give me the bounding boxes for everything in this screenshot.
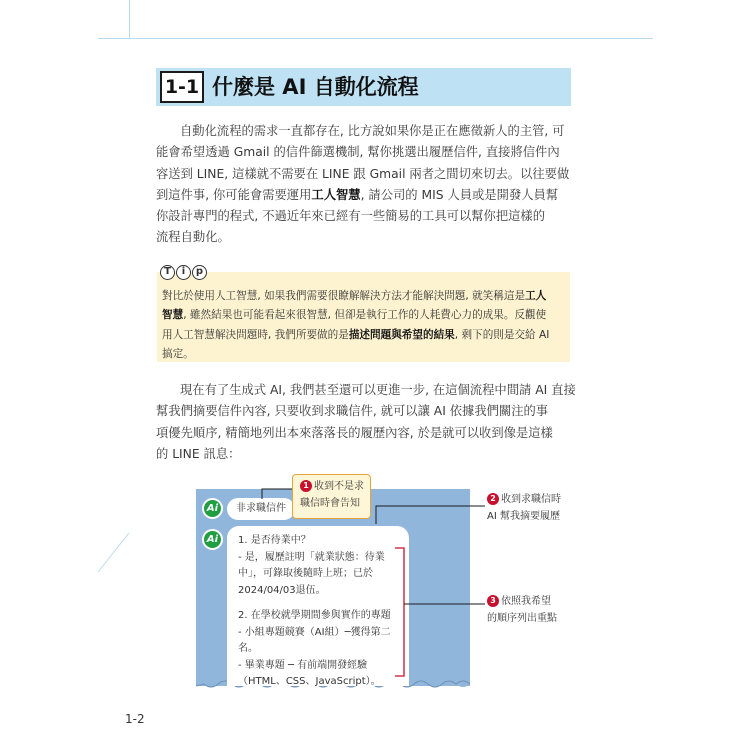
tip-line: 搞定。 — [162, 347, 194, 360]
tip-letter-t: T — [160, 265, 175, 280]
text-line: 的 LINE 訊息： — [156, 446, 241, 461]
text-line: 現在有了生成式 AI, 我們甚至還可以更進一步, 在這個流程中間請 AI 直接 — [180, 383, 576, 397]
summary-line: 名。 — [238, 643, 258, 654]
tip-letter-p: p — [192, 265, 207, 280]
ai-avatar-icon: Ai — [202, 529, 223, 550]
number-badge: 3 — [487, 595, 499, 607]
text-line: 能會希望透過 Gmail 的信件篩選機制, 幫你挑選出履歷信件, 直接將信件內 — [156, 145, 560, 160]
summary-line: （HTML、CSS、JavaScript）。 — [238, 676, 381, 687]
summary-line: 2024/04/03退伍。 — [238, 584, 326, 596]
summary-line: - 畢業專題 ─ 有前端開發經驗 — [238, 659, 368, 671]
page-number: 1-2 — [125, 712, 145, 726]
summary-line: - 小組專題競賽（AI組）─獲得第二 — [238, 626, 391, 638]
callout-line: 的順序列出重點 — [487, 613, 557, 624]
text-line: 項優先順序, 精簡地列出本來落落長的履歷內容, 於是就可以收到像是這樣 — [156, 425, 553, 440]
callout-text: 依照我希望 — [501, 596, 551, 607]
text-segment: , 請公司的 MIS 人員或是開發人員幫 — [360, 187, 559, 202]
text-segment: 到這件事, 你可能會需要運用 — [156, 187, 312, 202]
callout-text: 收到求職信時 — [501, 494, 561, 505]
text-segment: , 雖然結果也可能看起來很智慧, 但卻是執行工作的人耗費心力的成果。反觀使 — [183, 309, 547, 322]
summary-line: 2. 在學校就學期間參與實作的專題 — [238, 610, 391, 621]
tip-letter-i: i — [176, 265, 191, 280]
callout-line — [487, 491, 561, 508]
number-badge: 2 — [487, 493, 499, 505]
text-line: 自動化流程的需求一直都存在, 比方說如果你是正在應徵新人的主管, 可 — [180, 124, 565, 138]
callout-line: 職信時會告知 — [300, 498, 360, 509]
text-line: 幫我們摘要信件內容, 只要收到求職信件, 就可以讓 AI 依據我們關注的事 — [156, 404, 549, 419]
summary-line: - 是，履歷註明「就業狀態：待業 — [238, 551, 385, 563]
bold-term: 工人智慧 — [311, 187, 361, 202]
callout-priority — [487, 593, 557, 627]
text-segment: 用人工智慧解決問題時, 我們所要做的是 — [162, 328, 349, 341]
chat-bubble-non-job: 非求職信件 — [227, 498, 295, 520]
text-line: 你設計專門的程式, 不過近年來已經有一些簡易的工具可以幫你把這樣的 — [156, 209, 546, 224]
callout-summary — [487, 491, 561, 525]
bold-term: 描述問題與希望的結果 — [348, 328, 455, 341]
summary-line: 中」，可錄取後隨時上班；已於 — [238, 568, 373, 579]
text-line: 流程自動化。 — [156, 230, 230, 245]
callout-non-job-notice — [292, 474, 371, 519]
bold-term: 工人 — [525, 290, 547, 302]
callout-line — [487, 593, 557, 610]
number-badge: 1 — [300, 480, 312, 492]
text-segment: 對比於使用人工智慧, 如果我們需要很瞭解解決方法才能解決問題, 就笑稱這是 — [162, 290, 526, 302]
section-title: 什麼是 AI 自動化流程 — [212, 75, 419, 99]
text-segment: , 剩下的則是交給 AI — [454, 328, 550, 341]
callout-line: AI 幫我摘要履歷 — [487, 511, 560, 522]
ai-avatar-icon: Ai — [202, 498, 223, 519]
summary-line: 1. 是否待業中？ — [238, 535, 311, 546]
callout-line — [300, 478, 370, 495]
callout-text: 收到不是求 — [314, 481, 364, 492]
text-line: 容送到 LINE, 這樣就不需要在 LINE 跟 Gmail 兩者之間切來切去。以往要做 — [156, 166, 570, 181]
section-number: 1-1 — [160, 71, 204, 103]
bold-term: 智慧 — [162, 309, 184, 322]
